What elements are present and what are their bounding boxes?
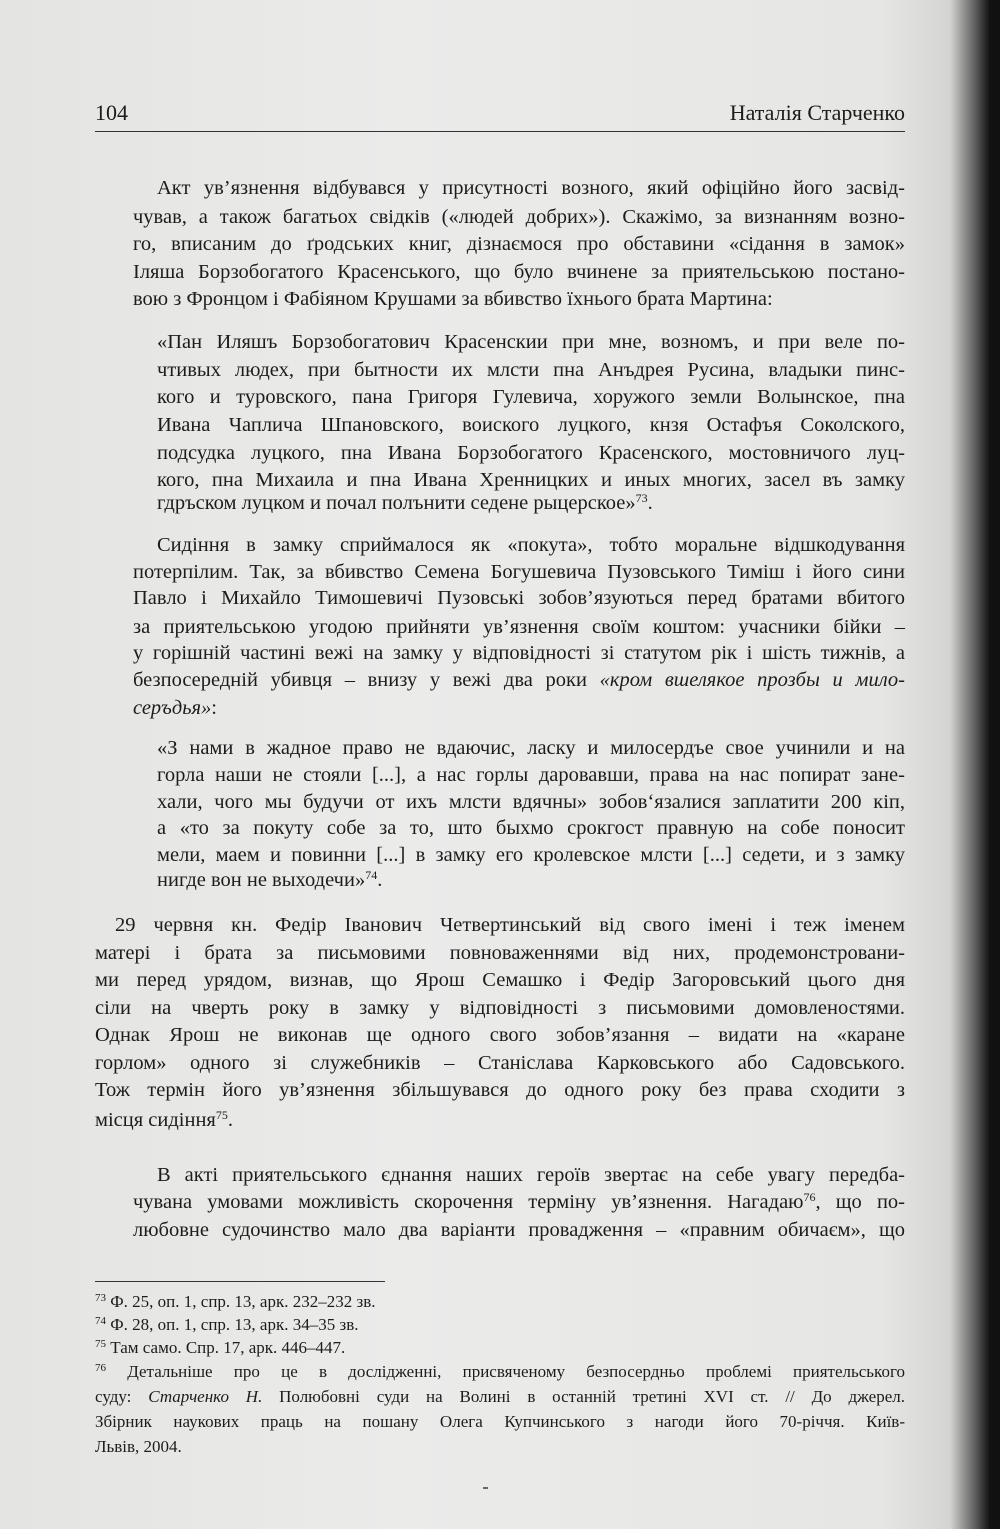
text-segment: В акті приятельського єднання наших героїв звертає на себе увагу передба-: [157, 1164, 905, 1186]
text-line: [133, 585, 905, 611]
text-segment: Збірник наукових праць на пошану Олега Купчинського з нагоди його 70-річчя. Київ-: [95, 1412, 905, 1431]
text-line: [133, 204, 905, 230]
text-line: [157, 789, 905, 815]
footnote-ref: 73: [95, 1292, 106, 1304]
text-segment: любовне судочинство мало два варіанти провадження – «правним обичаєм», що: [133, 1219, 905, 1241]
text-line: [95, 940, 905, 966]
text-segment: чувана умовами можливість скорочення терміну ув’язнення. Нагадаю: [133, 1191, 804, 1213]
text-segment: , що по-: [815, 1191, 905, 1213]
footnote-line: [95, 1386, 905, 1408]
text-line: [157, 490, 653, 516]
text-segment: нигде вон не выходечи»: [157, 869, 366, 891]
text-line: [157, 762, 905, 788]
footnote-ref: 74: [365, 868, 378, 882]
text-line: [133, 695, 217, 721]
text-line: [95, 1050, 905, 1076]
text-line: [133, 640, 905, 666]
text-segment: .: [647, 492, 653, 514]
text-segment: матері і брата за письмовими повноваженнями від них, продемонстровани-: [95, 942, 905, 964]
text-segment: «Пан Иляшъ Борзобогатович Красенскии при мне, возномъ, и при веле по-: [157, 331, 905, 353]
text-segment: у горішній частині вежі на замку у відповідності зі статутом рік і шість тижнів, а: [133, 642, 905, 664]
text-segment: .: [377, 869, 383, 891]
text-segment: чтивых людех, при бытности их млсти пна Анъдрея Русина, владыки пинс-: [157, 359, 905, 381]
running-title: Наталія Старченко: [729, 100, 905, 125]
text-segment: Ивана Чаплича Шпановского, воиского луцкого, кнзя Остафъя Соколского,: [157, 414, 905, 436]
footnote-ref: 74: [95, 1315, 106, 1327]
text-line: [133, 1217, 905, 1243]
text-segment: Ф. 28, оп. 1, спр. 13, арк. 34–35 зв.: [106, 1315, 359, 1334]
footnote-ref: 76: [803, 1190, 816, 1204]
text-line: [133, 259, 905, 285]
text-line: [157, 867, 382, 893]
italic-text: серъдья»: [133, 697, 212, 719]
text-line: [157, 412, 905, 438]
footnote-line: [95, 1436, 182, 1458]
footnote-ref: 75: [95, 1338, 106, 1350]
text-line: [157, 815, 905, 841]
text-line: [95, 1022, 905, 1048]
footnote-ref: 75: [215, 1108, 228, 1122]
text-segment: гдръском луцком и почал полънити седене рыцерское»: [157, 492, 636, 514]
text-segment: місця сидіння: [95, 1109, 216, 1131]
text-segment: 29 червня кн. Федір Іванович Четвертинський від свого імені і теж іменем: [115, 914, 905, 936]
text-segment: мели, маем и повинни [...] в замку его кролевское млсти [...] седети, и з замку: [157, 844, 905, 866]
page-mark: [483, 1487, 488, 1489]
text-segment: а «то за покуту собе за то, што быхмо срокгост правную на собе поносит: [157, 817, 905, 839]
text-segment: подсудка луцкого, пна Ивана Борзобогатого Красенского, мостовничого луц-: [157, 442, 905, 464]
text-segment: сіли на чверть року в замку у відповідності з письмовими домовленостями.: [95, 997, 905, 1019]
text-segment: ми перед урядом, визнав, що Ярош Семашко і Федір Загоровський цього дня: [95, 969, 905, 991]
footnote-ref: 76: [95, 1362, 106, 1374]
text-line: [95, 995, 905, 1021]
text-segment: кого, пна Михаила и пна Ивана Хренницких и иных многих, засел въ замку: [157, 469, 905, 491]
text-segment: «З нами в жадное право не вдаючис, ласку и милосердъе свое учинили и на: [157, 737, 905, 759]
text-segment: чував, а також багатьох свідків («людей добрих»). Скажімо, за визнанням возно-: [133, 206, 905, 228]
text-line: [133, 231, 905, 257]
footnote-line: [95, 1411, 905, 1433]
italic-text: Старченко Н.: [148, 1387, 263, 1406]
text-line: [133, 667, 905, 693]
text-segment: Детальніше про це в дослідженні, присвяченому безпосердньо проблемі приятельського: [106, 1362, 905, 1381]
text-line: [133, 286, 773, 312]
text-segment: .: [227, 1109, 233, 1131]
text-line: [95, 1077, 905, 1103]
text-line: [157, 357, 905, 383]
footnote-line: [95, 1361, 905, 1383]
footnote-line: [95, 1337, 345, 1359]
text-segment: потерпілим. Так, за вбивство Семена Богушевича Пузовського Тиміш і його сини: [133, 561, 905, 583]
page-number: 104: [95, 100, 128, 125]
text-line: [157, 175, 905, 201]
text-segment: Павло і Михайло Тимошевичі Пузовські зобов’язуються перед братами вбитого: [133, 587, 905, 609]
text-segment: за приятельською угодою прийняти ув’язнення своїм коштом: учасники бійки –: [133, 616, 905, 638]
footnote-line: [95, 1291, 375, 1313]
text-line: [157, 735, 905, 761]
text-segment: Там само. Спр. 17, арк. 446–447.: [106, 1338, 346, 1357]
text-line: [115, 912, 905, 938]
text-line: [133, 1189, 905, 1215]
text-segment: Однак Ярош не виконав ще одного свого зобов’язання – видати на «каране: [95, 1024, 905, 1046]
footnote-rule: [95, 1281, 385, 1282]
text-segment: хали, чого мы будучи от ихъ млсти вдячны» зобов‘язалися заплатити 200 кіп,: [157, 791, 905, 813]
text-segment: Іляша Борзобогатого Красенського, що було вчинене за приятельською постано-: [133, 261, 905, 283]
text-segment: горла наши не стояли [...], а нас горлы даровавши, права на нас попират зане-: [157, 764, 905, 786]
text-segment: Полюбовні суди на Волині в останній третині XVI ст. // До джерел.: [262, 1387, 905, 1406]
footnote-line: [95, 1314, 358, 1336]
text-line: [157, 329, 905, 355]
text-segment: Акт ув’язнення відбувався у присутності возного, який офіційно його засвід-: [157, 177, 905, 199]
text-segment: горлом» одного зі служебників – Станіслава Карковського або Садовського.: [95, 1052, 905, 1074]
text-line: [133, 559, 905, 585]
text-segment: го, вписаним до ґродських книг, дізнаємося про обставини «сідання в замок»: [133, 233, 905, 255]
text-line: [157, 842, 905, 868]
footnote-ref: 73: [635, 491, 648, 505]
text-segment: Сидіння в замку сприймалося як «покута», тобто моральне відшкодування: [157, 534, 905, 556]
text-segment: :: [211, 697, 217, 719]
text-line: [157, 1162, 905, 1188]
text-segment: вою з Фронцом і Фабіяном Крушами за вбивство їхнього брата Мартина:: [133, 288, 773, 310]
text-segment: Львів, 2004.: [95, 1437, 182, 1456]
text-line: [95, 1107, 233, 1133]
text-segment: Ф. 25, оп. 1, спр. 13, арк. 232–232 зв.: [106, 1292, 376, 1311]
header-rule: [95, 131, 905, 132]
text-segment: кого и туровского, пана Григоря Гулевича, хоружого земли Волынское, пна: [157, 386, 905, 408]
text-segment: безпосередній убивця – внизу у вежі два роки: [133, 669, 600, 691]
italic-text: «кром вшелякое прозбы и мило-: [599, 669, 905, 691]
text-line: [133, 614, 905, 640]
text-line: [157, 440, 905, 466]
text-line: [157, 532, 905, 558]
text-line: [95, 967, 905, 993]
text-segment: Тож термін його ув’язнення збільшувався до одного року без права сходити з: [95, 1079, 905, 1101]
text-segment: суду:: [95, 1387, 149, 1406]
text-line: [157, 384, 905, 410]
